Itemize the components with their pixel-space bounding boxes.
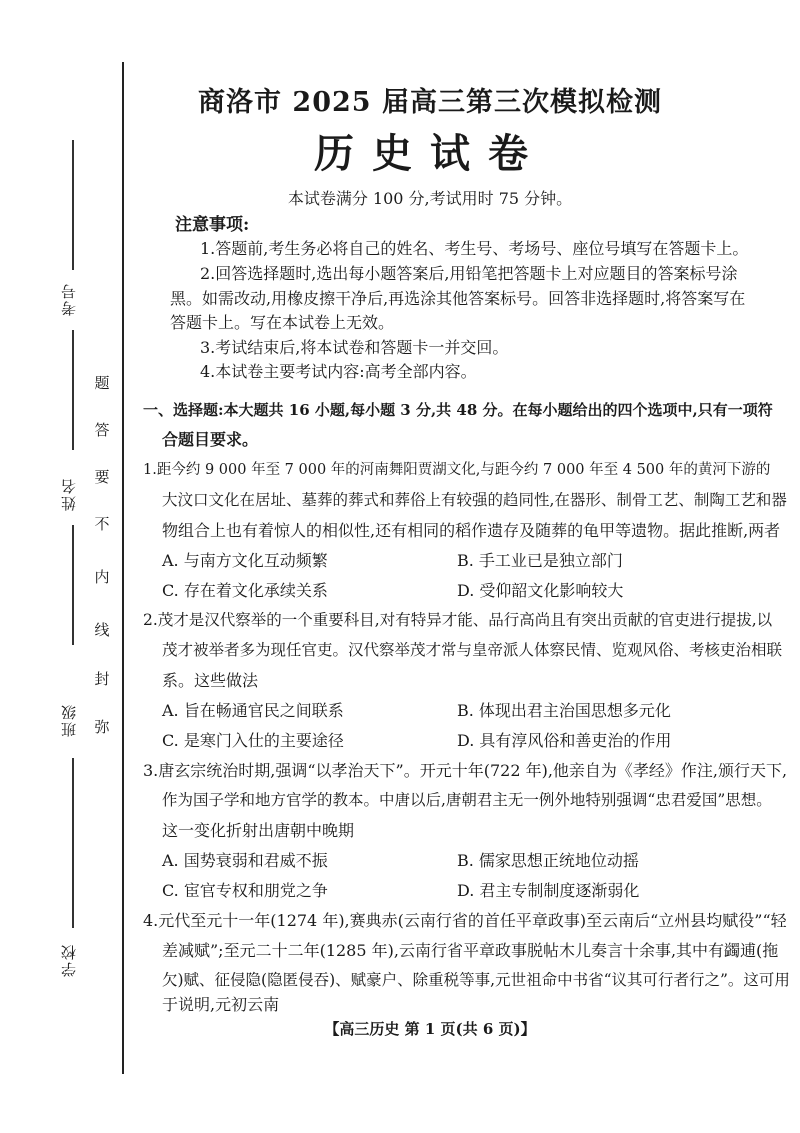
q4-stem: 差减赋”;至元二十二年(1285 年),云南行省平章政事脱帖木儿奏言十余事,其中有蠲逋(拖 [162,941,779,960]
q2-stem: 茂才被举者多为现任官吏。汉代察举茂才常与皇帝派人体察民情、览观风俗、考核吏治相联 [162,641,783,659]
seal-char: 题 [94,374,110,392]
q2-stem: 2.茂才是汉代察举的一个重要科目,对有特异才能、品行高尚且有突出贡献的官吏进行提拔,以 [143,611,773,629]
subject-title: 历史试卷 [314,130,546,177]
seal-char: 封 [94,670,110,688]
q4-stem: 欠)赋、征侵隐(隐匿侵吞)、赋豪户、除重税等事,元世祖命中书省“议其可行者行之”。这可用 [162,971,790,989]
section-heading-cont: 合题目要求。 [162,430,259,449]
notes-heading: 注意事项: [175,215,250,235]
q4-stem: 于说明,元初云南 [162,995,280,1014]
notes-line: 黑。如需改动,用橡皮擦干净后,再选涂其他答案标号。回答非选择题时,将答案写在 [170,289,746,308]
page-footer: 【高三历史 第 1 页(共 6 页)】 [324,1020,536,1038]
q3-stem: 作为国子学和地方官学的教本。中唐以后,唐朝君主无一例外地特别强调“忠君爱国”思想。 [162,791,772,809]
q1-option-a: A. 与南方文化互动频繁 [162,551,328,570]
notes-line: 1.答题前,考生务必将自己的姓名、考生号、考场号、座位号填写在答题卡上。 [200,239,749,258]
q3-option-d: D. 君主专制制度逐渐弱化 [457,881,640,900]
q3-option-b: B. 儒家思想正统地位动摇 [457,851,639,870]
q1-stem: 大汶口文化在居址、墓葬的葬式和葬俗上有较强的趋同性,在器形、制骨工艺、制陶工艺和器 [162,491,787,509]
binding-line [122,62,124,1074]
q2-option-d: D. 具有淳风俗和善吏治的作用 [457,731,672,750]
school-label: 学校 [60,943,78,977]
class-label: 班级 [60,703,78,737]
q2-option-a: A. 旨在畅通官民之间联系 [162,701,344,720]
seal-char: 线 [94,621,110,639]
q2-option-c: C. 是寒门入仕的主要途径 [162,731,344,750]
notes-line: 答题卡上。写在本试卷上无效。 [170,313,395,332]
q3-stem: 3.唐玄宗统治时期,强调“以孝治天下”。开元十年(722 年),他亲自为《孝经》作注,颁行天下, [143,761,788,780]
name-underline [72,525,74,645]
class-underline [72,758,74,928]
q4-stem: 4.元代至元十一年(1274 年),赛典赤(云南行省的首任平章政事)至云南后“立州县均赋役”“轻 [143,911,787,930]
seal-char: 弥 [94,718,110,736]
q3-stem: 这一变化折射出唐朝中晚期 [162,821,355,840]
exam-title: 商洛市 2025 届高三第三次模拟检测 [198,87,662,118]
q1-option-b: B. 手工业已是独立部门 [457,551,623,570]
exam-no-underline [72,140,74,270]
q2-stem: 系。这些做法 [162,671,259,690]
seal-char: 不 [94,515,110,533]
seal-char: 内 [94,568,110,586]
q3-option-a: A. 国势衰弱和君威不振 [162,851,328,870]
q1-stem: 1.距今约 9 000 年至 7 000 年的河南舞阳贾湖文化,与距今约 7 000 年至 4 500 年的黄河下游的 [143,462,771,478]
q1-stem: 物组合上也有着惊人的相似性,还有相同的稻作遗存及随葬的龟甲等遗物。据此推断,两者 [162,521,781,540]
exam-no-underline-2 [72,330,74,450]
q3-option-c: C. 宦官专权和朋党之争 [162,881,328,900]
q1-option-c: C. 存在着文化承续关系 [162,581,328,600]
name-label: 姓名 [60,477,78,511]
q2-option-b: B. 体现出君主治国思想多元化 [457,701,671,720]
notes-line: 2.回答选择题时,选出每小题答案后,用铅笔把答题卡上对应题目的答案标号涂 [200,264,738,283]
score-info: 本试卷满分 100 分,考试用时 75 分钟。 [287,189,573,208]
notes-line: 3.考试结束后,将本试卷和答题卡一并交回。 [200,338,509,357]
seal-char: 答 [94,421,110,439]
section-heading: 一、选择题:本大题共 16 小题,每小题 3 分,共 48 分。在每小题给出的四个选项中,只有一项符 [143,401,773,419]
seal-char: 要 [94,468,110,486]
notes-line: 4.本试卷主要考试内容:高考全部内容。 [200,362,477,381]
exam-no-label: 考号 [60,282,78,316]
q1-option-d: D. 受仰韶文化影响较大 [457,581,624,600]
